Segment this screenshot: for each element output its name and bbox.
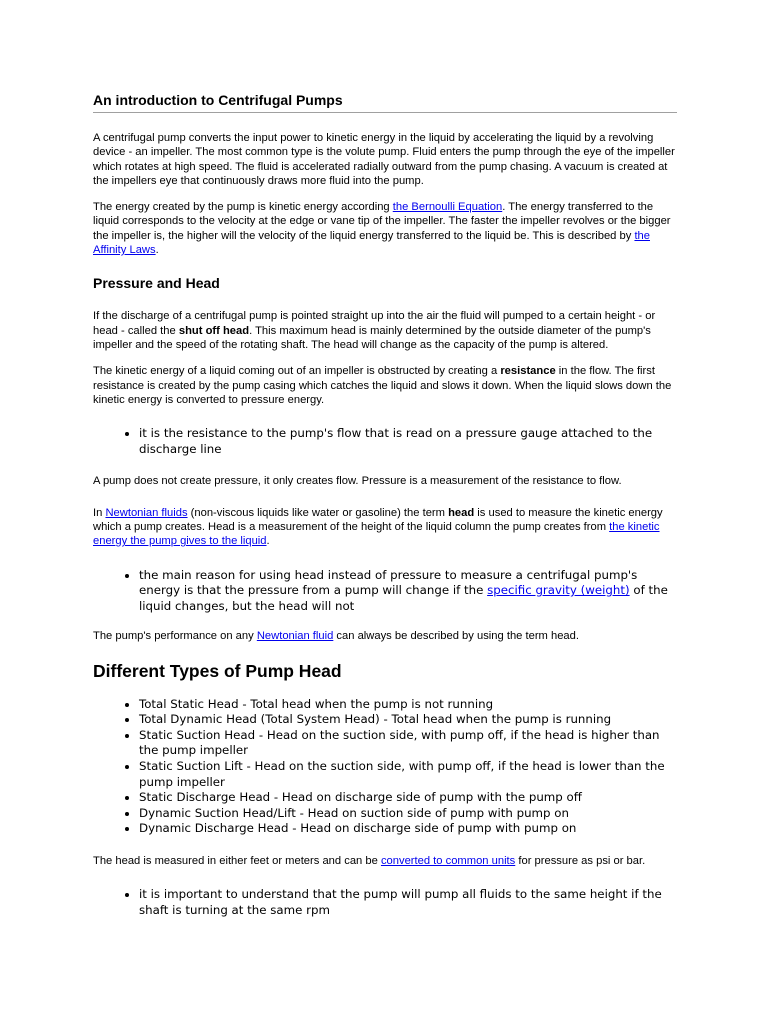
newtonian-fluid-link[interactable]: Newtonian fluid — [256, 630, 334, 643]
shut-off-head-paragraph: If the discharge of a centrifugal pump is pointed straight up into the air the fluid will pumped to a certain height - or head - called the shut off head. This maximum head is mainly determined by the outside diameter of the pump's impeller and the speed of the rotating shaft. The head will change as the capacity of the pump is altered. — [93, 310, 656, 351]
head-reason-bullet-list — [93, 568, 677, 615]
affinity-laws-link[interactable]: the Affinity Laws — [93, 229, 650, 257]
list-item: • the main reason for using head instead of pressure to measure a centrifugal pump's energy is that the pressure from a pump will change if the specific gravity (weight) of the liquid changes, but the head will not — [139, 568, 677, 615]
page-title: An introduction to Centrifugal Pumps — [93, 92, 677, 113]
bernoulli-equation-link[interactable]: the Bernoulli Equation — [392, 201, 503, 214]
newtonian-paragraph: In Newtonian fluids (non-viscous liquids like water or gasoline) the term head is used to measure the kinetic energy which a pump creates. Head is a measurement of the height of the liquid column the pump creates from the kinetic energy the pump gives to the liquid. — [93, 506, 663, 548]
list-item: • it is important to understand that the pump will pump all fluids to the same height if the shaft is turning at the same rpm — [139, 887, 677, 918]
intro-paragraph: A centrifugal pump converts the input power to kinetic energy in the liquid by accelerating the liquid by a revolving device - an impeller. The most common type is the volute pump. Fluid enters the pump through the eye of the impeller which rotates at high speed. The fluid is accelerated radially outward from the pump chasing. A vacuum is created at the impellers eye that continuously draws more fluid into the pump. — [93, 132, 675, 187]
newtonian-fluids-link[interactable]: Newtonian fluids — [105, 506, 188, 519]
article-body — [93, 92, 677, 918]
specific-gravity-link[interactable]: specific gravity (weight) — [487, 583, 630, 598]
resistance-bullet-list — [93, 426, 677, 457]
pump-head-types-list — [93, 697, 677, 837]
list-item: • Total Static Head - Total head when the pump is not running — [139, 697, 677, 713]
units-paragraph: The head is measured in either feet or meters and can be converted to common units for pressure as psi or bar. — [93, 854, 646, 867]
pump-head-types-heading: Different Types of Pump Head — [93, 660, 342, 681]
list-item: • Static Suction Lift - Head on the suction side, with pump off, if the head is lower than the pump impeller — [139, 759, 677, 790]
same-height-bullet-list — [93, 887, 677, 918]
kinetic-energy-link[interactable]: the kinetic energy the pump gives to the liquid — [93, 520, 660, 548]
pressure-head-heading: Pressure and Head — [93, 275, 220, 292]
list-item: • Static Suction Head - Head on the suction side, with pump off, if the head is higher than the pump impeller — [139, 728, 677, 759]
flow-paragraph: A pump does not create pressure, it only creates flow. Pressure is a measurement of the resistance to flow. — [93, 475, 622, 488]
resistance-paragraph: The kinetic energy of a liquid coming out of an impeller is obstructed by creating a resistance in the flow. The first resistance is created by the pump casing which catches the liquid and slows it down. When the liquid slows down the kinetic energy is converted to pressure energy. — [93, 365, 672, 406]
list-item: • Total Dynamic Head (Total System Head) - Total head when the pump is running — [139, 712, 677, 728]
list-item: • Dynamic Discharge Head - Head on discharge side of pump with pump on — [139, 821, 677, 837]
list-item: • it is the resistance to the pump's flow that is read on a pressure gauge attached to the discharge line — [139, 426, 677, 457]
performance-paragraph: The pump's performance on any Newtonian fluid can always be described by using the term head. — [93, 630, 579, 643]
bernoulli-paragraph: The energy created by the pump is kinetic energy according the Bernoulli Equation. The energy transferred to the liquid corresponds to the velocity at the edge or vane tip of the impeller. The faster the impeller revolves or the bigger the impeller is, the higher will the velocity of the liquid energy transferred to the liquid be. This is described by the Affinity Laws. — [93, 201, 671, 257]
list-item: • Dynamic Suction Head/Lift - Head on suction side of pump with pump on — [139, 806, 677, 822]
converted-units-link[interactable]: converted to common units — [380, 854, 516, 867]
list-item: • Static Discharge Head - Head on discharge side of pump with the pump off — [139, 790, 677, 806]
